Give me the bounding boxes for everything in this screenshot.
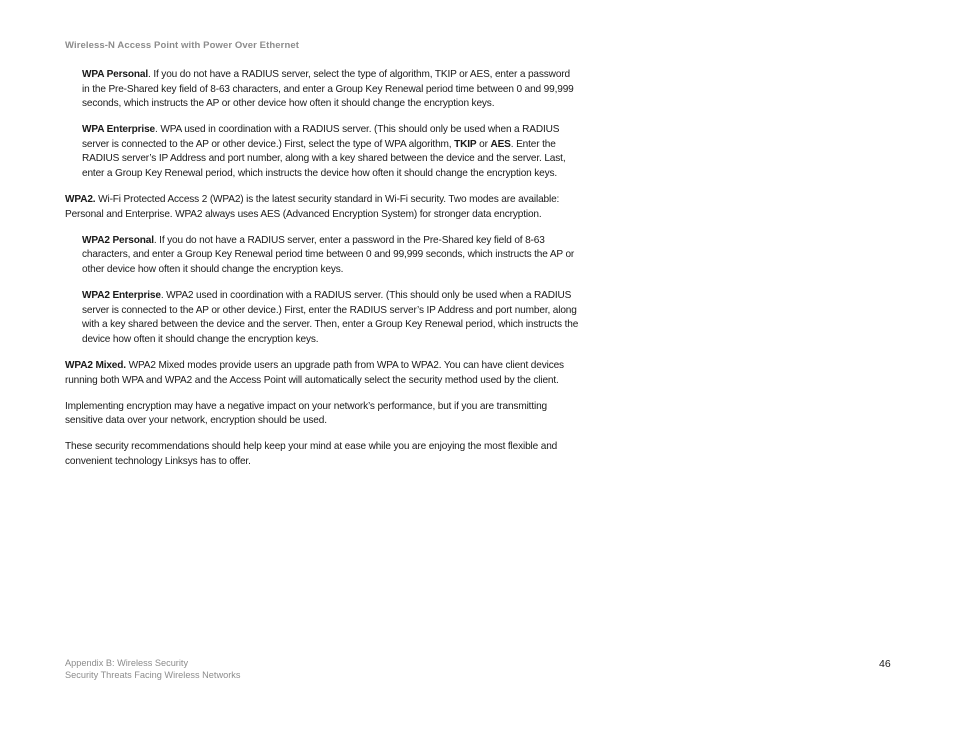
- wpa2-mixed-text: WPA2 Mixed modes provide users an upgrade path from WPA to WPA2. You can have client devices running both WPA and WPA2 and the Access Point will automatically select the security method used by the client.: [65, 360, 564, 386]
- aes-term: AES: [490, 138, 511, 150]
- wpa2-enterprise-text: . WPA2 used in coordination with a RADIUS server. (This should only be used when a RADIUS server is connected to the AP or other device.) First, enter the RADIUS server’s IP Address and port number, along with a key shared between the device and the server. Then, enter a Group Key Renewal period, which instructs the device how often it should change the encryption keys.: [82, 290, 579, 345]
- wpa2-term: WPA2.: [65, 194, 96, 206]
- wpa-enterprise-paragraph: [82, 123, 580, 181]
- wpa-enterprise-term: WPA Enterprise: [82, 124, 156, 136]
- wpa2-text: Wi-Fi Protected Access 2 (WPA2) is the latest security standard in Wi-Fi security. Two modes are available: Personal and Enterprise. WPA2 always uses AES (Advanced Encryption System) for stronger data encryption.: [65, 194, 560, 220]
- wpa2-personal-term: WPA2 Personal: [82, 234, 154, 246]
- running-header: Wireless-N Access Point with Power Over Ethernet: [65, 40, 300, 51]
- page-number: 46: [879, 658, 891, 670]
- closing-paragraph: These security recommendations should help keep your mind at ease while you are enjoying the most flexible and convenient technology Linksys has to offer.: [65, 441, 558, 467]
- footer-section-title: Security Threats Facing Wireless Networks: [65, 670, 241, 680]
- wpa2-mixed-term: WPA2 Mixed.: [65, 360, 126, 371]
- wpa-personal-term: WPA Personal: [82, 69, 149, 80]
- wpa2-paragraph: [65, 193, 579, 222]
- wpa-personal-paragraph: [82, 68, 580, 112]
- wpa-personal-text: . If you do not have a RADIUS server, select the type of algorithm, TKIP or AES, enter a password in the Pre-Shared key field of 8-63 characters, and enter a Group Key Renewal period time between 0 and 99,999 seconds, which instructs the AP or other device how often it should change the encryption keys.: [82, 69, 574, 110]
- footer-appendix-title: Appendix B: Wireless Security: [65, 658, 189, 668]
- or-text: or: [476, 138, 491, 150]
- wpa2-enterprise-paragraph: [82, 289, 580, 347]
- encryption-note-paragraph: Implementing encryption may have a negative impact on your network’s performance, but if you are transmitting sensitive data over your network, encryption should be used.: [65, 400, 547, 427]
- wpa2-personal-text: . If you do not have a RADIUS server, enter a password in the Pre-Shared key field of 8-63 characters, and enter a Group Key Renewal period time between 0 and 99,999 seconds, which instructs the AP or other device how often it should change the encryption keys.: [82, 234, 575, 276]
- wpa-enterprise-text-1: . WPA used in coordination with a RADIUS server. (This should only be used when a RADIUS server is connected to the AP or other device.) First, select the type of WPA algorithm,: [82, 124, 560, 150]
- tkip-term: TKIP: [454, 138, 477, 150]
- wpa-enterprise-text-2: . Enter the RADIUS server’s IP Address and port number, along with a key shared between the device and the server. Last, enter a Group Key Renewal period, which instructs the device how often it should change the encryption keys.: [82, 138, 566, 180]
- wpa2-enterprise-term: WPA2 Enterprise: [82, 290, 161, 302]
- wpa2-mixed-paragraph: [65, 359, 579, 388]
- footer-section-info: [65, 657, 240, 681]
- page-body: [65, 68, 595, 481]
- wpa2-personal-paragraph: [82, 234, 580, 278]
